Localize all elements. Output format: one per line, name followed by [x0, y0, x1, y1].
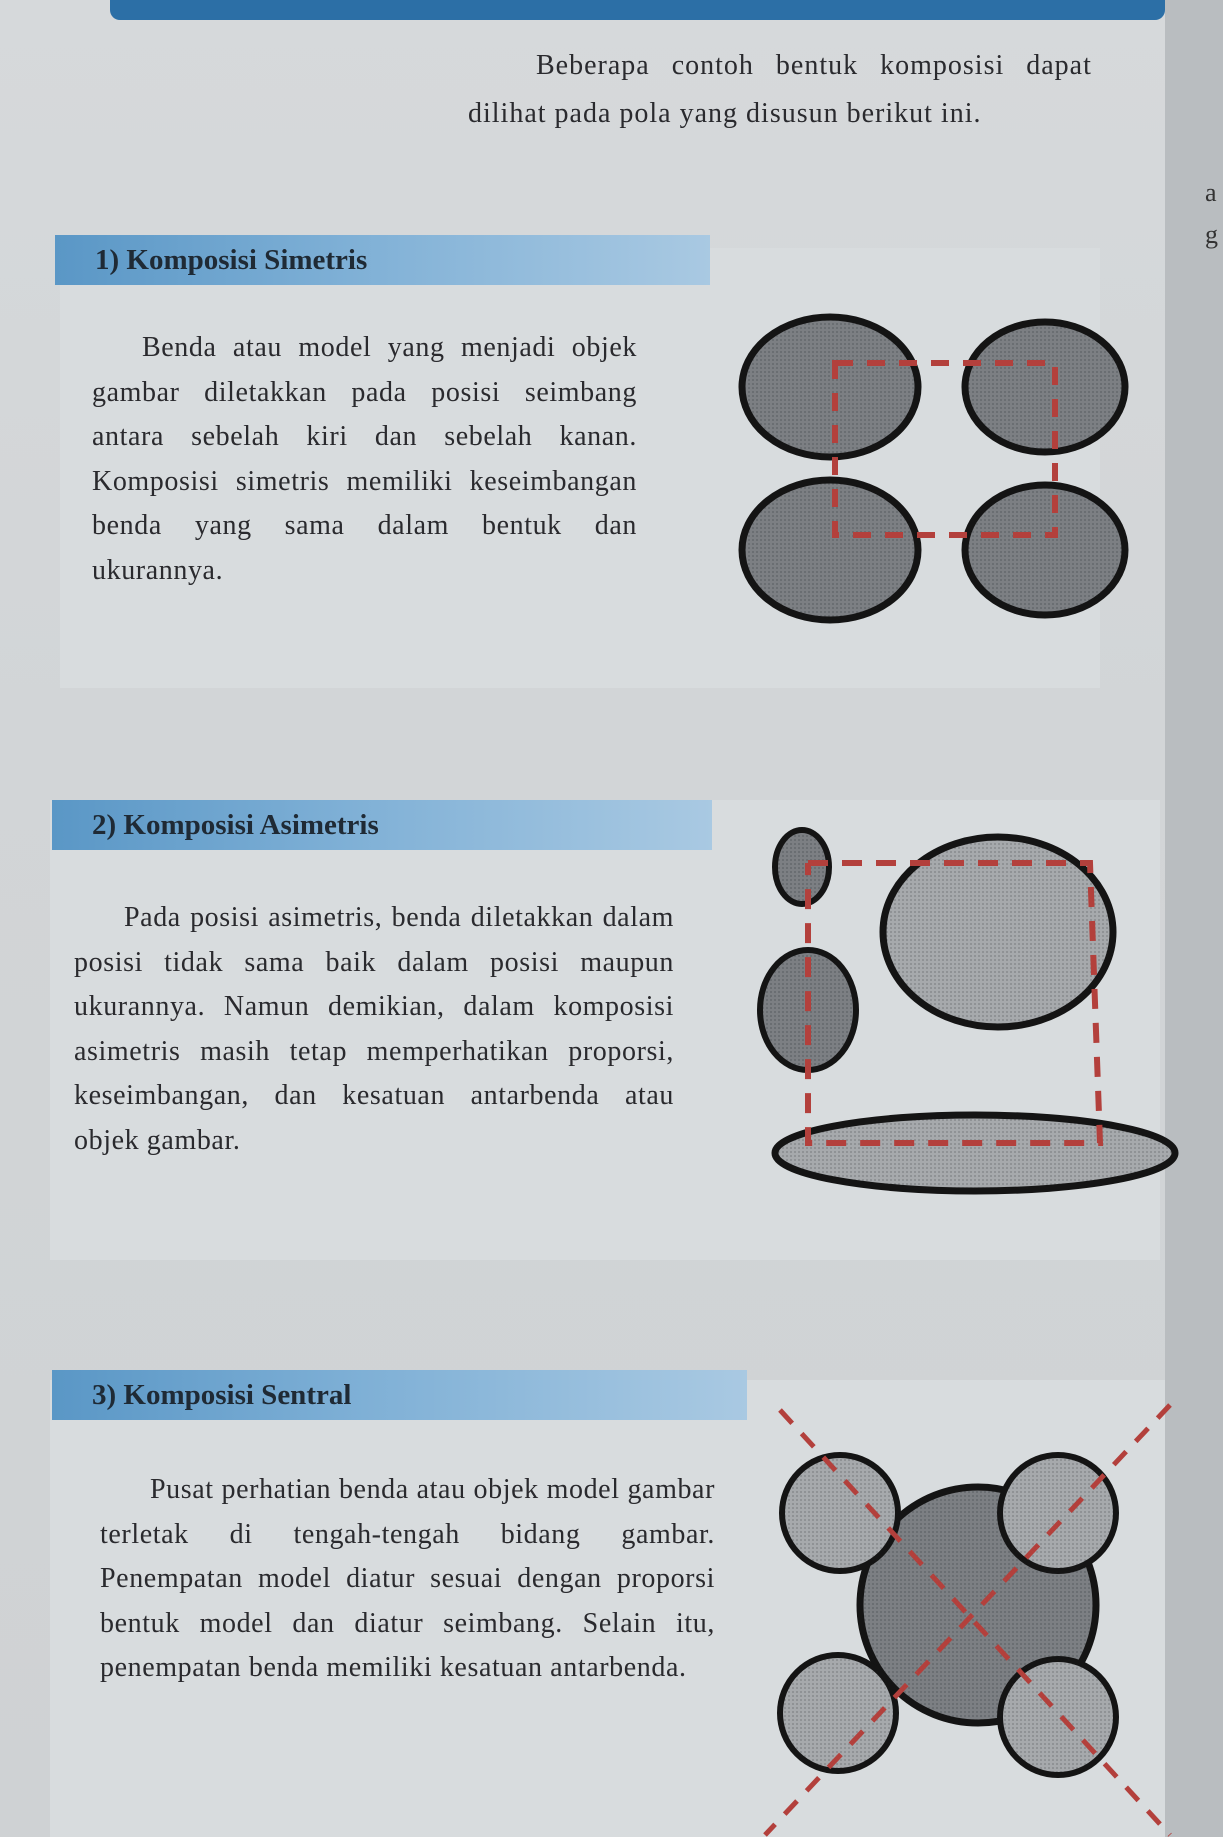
circle-top-left — [782, 1455, 898, 1571]
circle-bottom-right — [1000, 1659, 1116, 1775]
heading-komposisi-simetris: 1) Komposisi Simetris — [55, 235, 710, 285]
header-bar — [110, 0, 1165, 20]
ellipse-bottom-left — [742, 480, 918, 620]
heading-komposisi-asimetris: 2) Komposisi Asimetris — [52, 800, 712, 850]
paragraph-asimetris — [74, 896, 674, 1163]
paragraph-asimetris-text: Pada posisi asimetris, benda diletakkan dalam posisi tidak sama baik dalam posisi maupun ukurannya. Namun demikian, dalam komposisi asimetris masih tetap memperhatikan proporsi, keseimbangan, dan kesatuan antarbenda atau objek gambar. — [74, 902, 674, 1156]
edge-letter-g: g — [1205, 220, 1218, 249]
edge-letter-a: a — [1205, 178, 1217, 207]
figure-central-composition — [760, 1395, 1180, 1837]
intro-text — [470, 42, 1150, 138]
small-ellipse-top-left — [775, 830, 829, 904]
figure-asymmetric-composition — [750, 815, 1180, 1215]
heading-komposisi-sentral: 3) Komposisi Sentral — [52, 1370, 747, 1420]
intro-line-1: Beberapa contoh bentuk komposisi dapat — [536, 50, 1092, 81]
intro-line-2: dilihat pada pola yang disusun berikut ini. — [468, 98, 982, 129]
ellipse-bottom-right — [965, 485, 1125, 615]
figure-symmetric-composition — [740, 295, 1160, 625]
circle-top-right — [1000, 1455, 1116, 1571]
paragraph-simetris-text: Benda atau model yang menjadi objek gambar diletakkan pada posisi seimbang antara sebelah kiri dan sebelah kanan. Komposisi simetris memiliki keseimbangan benda yang sama dalam bentuk dan ukurannya. — [92, 332, 637, 586]
paragraph-sentral-text: Pusat perhatian benda atau objek model gambar terletak di tengah-tengah bidang gambar. Penempatan model diatur sesuai dengan proporsi bentuk model dan diatur seimbang. Selain itu, penempatan benda memiliki kesatuan antarbenda. — [100, 1474, 715, 1683]
ellipse-top-left — [742, 317, 918, 457]
paragraph-sentral — [100, 1468, 715, 1691]
paragraph-simetris — [92, 326, 637, 593]
flat-ellipse-bottom — [775, 1115, 1175, 1191]
ellipse-top-right — [965, 322, 1125, 452]
